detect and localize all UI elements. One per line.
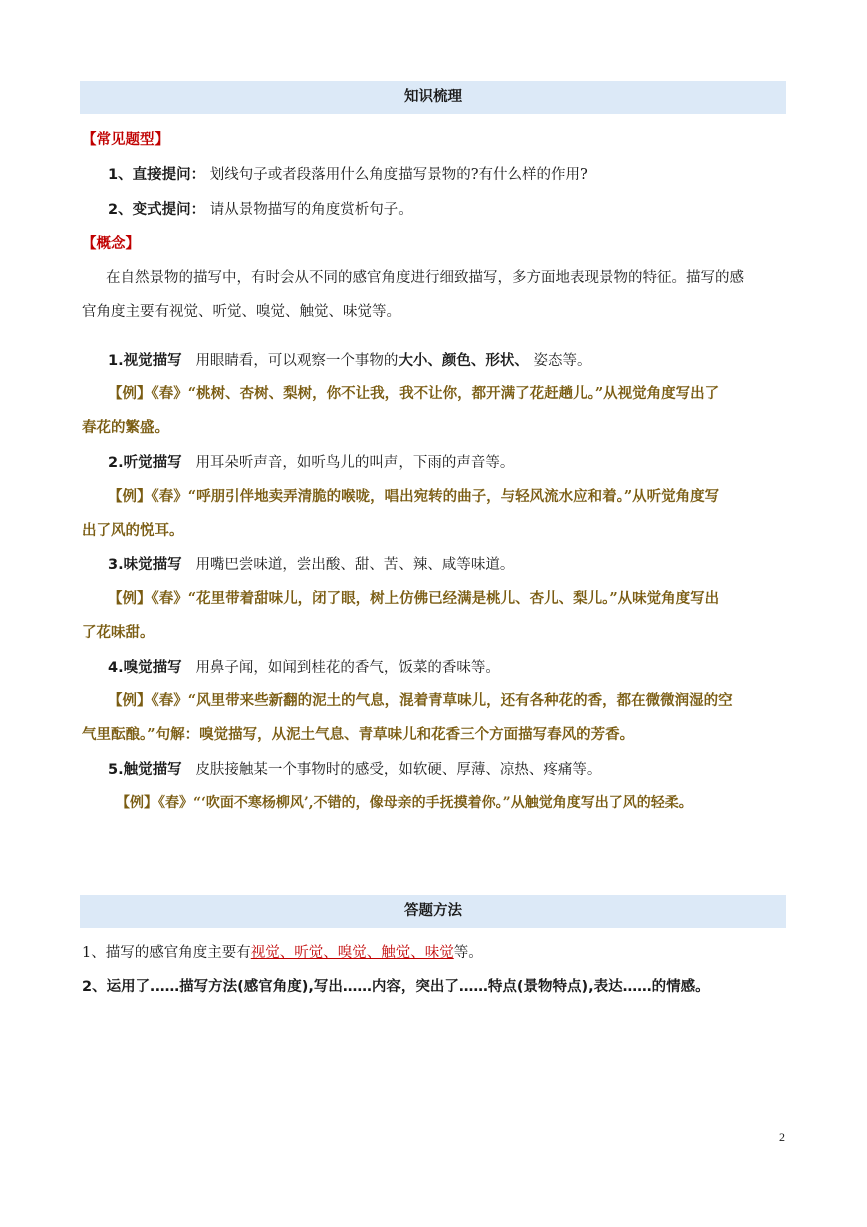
example-smell-line1: 【例】《春》“风里带来些新翻的泥土的气息，混着青草味儿，还有各种花的香，都在微微润湿的空: [108, 692, 733, 709]
item-smell: [108, 656, 500, 677]
common-types-heading: 【常见题型】: [82, 132, 169, 148]
method-line1: [82, 941, 483, 962]
item-touch: [108, 758, 601, 779]
question-variant: [108, 198, 413, 219]
item-visual: [108, 349, 592, 370]
item-smell-text: 用鼻子闻，如闻到桂花的香气，饭菜的香味等。: [195, 660, 500, 676]
example-auditory-line2: 出了风的悦耳。: [82, 522, 184, 539]
item-touch-text: 皮肤接触某一个事物时的感受，如软硬、厚薄、凉热、疼痛等。: [195, 762, 602, 778]
item-visual-bold: 大小、颜色、形状、: [398, 353, 529, 369]
concept-paragraph-line1: 在自然景物的描写中，有时会从不同的感官角度进行细致描写，多方面地表现景物的特征。描写的感: [106, 270, 744, 286]
example-smell-line2: 气里酝酿。”句解：嗅觉描写，从泥土气息、青草味儿和花香三个方面描写春风的芳香。: [82, 726, 635, 743]
item-auditory-text: 用耳朵听声音，如听鸟儿的叫声，下雨的声音等。: [195, 455, 515, 471]
question-variant-text: 请从景物描写的角度赏析句子。: [209, 202, 413, 218]
example-touch-line1: 【例】《春》“‘吹面不寒杨柳风’,不错的，像母亲的手抚摸着你。”从触觉角度写出了风的轻柔。: [116, 795, 693, 811]
item-auditory-label: 2.听觉描写: [108, 455, 182, 471]
question-direct-text: 划线句子或者段落用什么角度描写景物的?有什么样的作用?: [209, 167, 588, 183]
method-line1-end: 等。: [453, 945, 483, 961]
item-taste: [108, 553, 514, 574]
example-taste-line2: 了花味甜。: [82, 624, 155, 641]
concept-heading: 【概念】: [82, 236, 140, 252]
method-line2: 2、运用了……描写方法(感官角度),写出……内容，突出了……特点(景物特点),表达……的情感。: [82, 979, 710, 995]
page-number: 2: [779, 1130, 785, 1144]
method-senses-highlight: 视觉、听觉、嗅觉、触觉、味觉: [250, 945, 454, 961]
item-touch-label: 5.触觉描写: [108, 762, 182, 778]
question-variant-label: 2、变式提问：: [108, 202, 206, 218]
question-direct-label: 1、直接提问：: [108, 167, 206, 183]
item-auditory: [108, 451, 514, 472]
method-line1-text: 1、描写的感官角度主要有: [82, 945, 251, 961]
example-auditory-line1: 【例】《春》“呼朋引伴地卖弄清脆的喉咙，唱出宛转的曲子，与轻风流水应和着。”从听觉角度写: [108, 488, 720, 505]
section-title-knowledge: 知识梳理: [80, 81, 786, 114]
example-taste-line1: 【例】《春》“花里带着甜味儿，闭了眼，树上仿佛已经满是桃儿、杏儿、梨儿。”从味觉角度写出: [108, 590, 720, 607]
item-visual-text: 用眼睛看，可以观察一个事物的: [195, 353, 399, 369]
question-direct: [108, 163, 588, 184]
item-smell-label: 4.嗅觉描写: [108, 660, 182, 676]
concept-paragraph-line2: 官角度主要有视觉、听觉、嗅觉、触觉、味觉等。: [82, 304, 401, 320]
example-visual-line2: 春花的繁盛。: [82, 419, 169, 436]
section-title-method: 答题方法: [80, 895, 786, 928]
example-visual-line1: 【例】《春》“桃树、杏树、梨树，你不让我，我不让你，都开满了花赶趟儿。”从视觉角度写出了: [108, 385, 720, 402]
item-taste-label: 3.味觉描写: [108, 557, 182, 573]
item-visual-label: 1.视觉描写: [108, 353, 182, 369]
item-taste-text: 用嘴巴尝味道，尝出酸、甜、苦、辣、咸等味道。: [195, 557, 515, 573]
item-visual-text-end: 姿态等。: [533, 353, 592, 369]
